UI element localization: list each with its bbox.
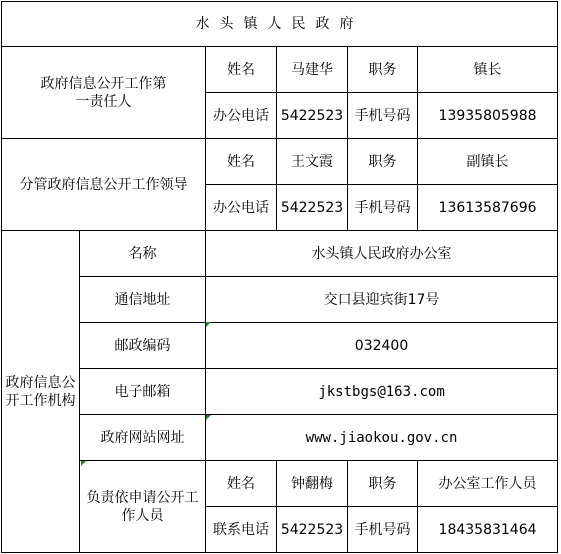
table-row bbox=[2, 47, 558, 93]
name-label: 姓名 bbox=[206, 461, 277, 507]
first-responsible-name[interactable]: 马建华 bbox=[277, 47, 348, 93]
agency-name-label: 名称 bbox=[80, 231, 206, 277]
table-row bbox=[2, 323, 558, 369]
staff-label: 负责依申请公开工作人员 bbox=[80, 461, 206, 553]
office-phone-label: 办公电话 bbox=[206, 93, 277, 139]
leader-position[interactable]: 副镇长 bbox=[418, 139, 558, 185]
table-row bbox=[2, 231, 558, 277]
position-label: 职务 bbox=[348, 139, 418, 185]
table-row bbox=[2, 415, 558, 461]
page-title: 水头镇人民政府 bbox=[2, 2, 558, 47]
postcode-label: 邮政编码 bbox=[80, 323, 206, 369]
leader-name[interactable]: 王文霞 bbox=[277, 139, 348, 185]
table-row bbox=[2, 277, 558, 323]
contact-phone-label: 联系电话 bbox=[206, 507, 277, 553]
first-responsible-mobile[interactable]: 13935805988 bbox=[418, 93, 558, 139]
staff-name[interactable]: 钟翻梅 bbox=[277, 461, 348, 507]
table-row bbox=[2, 369, 558, 415]
name-label: 姓名 bbox=[206, 47, 277, 93]
name-label: 姓名 bbox=[206, 139, 277, 185]
agency-email[interactable]: jkstbgs@163.com bbox=[206, 369, 558, 415]
leader-mobile[interactable]: 13613587696 bbox=[418, 185, 558, 231]
table-row bbox=[2, 461, 558, 507]
title-row bbox=[2, 2, 558, 47]
agency-label: 政府信息公开工作机构 bbox=[2, 231, 80, 553]
leader-label: 分管政府信息公开工作领导 bbox=[2, 139, 206, 231]
cell-marker-icon bbox=[81, 461, 86, 466]
first-responsible-position[interactable]: 镇长 bbox=[418, 47, 558, 93]
mobile-label: 手机号码 bbox=[348, 185, 418, 231]
position-label: 职务 bbox=[348, 47, 418, 93]
first-responsible-office-phone[interactable]: 5422523 bbox=[277, 93, 348, 139]
staff-contact-phone[interactable]: 5422523 bbox=[277, 507, 348, 553]
leader-office-phone[interactable]: 5422523 bbox=[277, 185, 348, 231]
position-label: 职务 bbox=[348, 461, 418, 507]
staff-position[interactable]: 办公室工作人员 bbox=[418, 461, 558, 507]
mobile-label: 手机号码 bbox=[348, 93, 418, 139]
contact-table bbox=[1, 1, 558, 553]
table-row bbox=[2, 139, 558, 185]
website-label: 政府网站网址 bbox=[80, 415, 206, 461]
first-responsible-label: 政府信息公开工作第一责任人 bbox=[2, 47, 206, 139]
agency-website[interactable]: www.jiaokou.gov.cn bbox=[206, 415, 558, 461]
address-label: 通信地址 bbox=[80, 277, 206, 323]
cell-marker-icon bbox=[206, 415, 211, 420]
email-label: 电子邮箱 bbox=[80, 369, 206, 415]
agency-postcode[interactable]: 032400 bbox=[206, 323, 558, 369]
agency-address[interactable]: 交口县迎宾街17号 bbox=[206, 277, 558, 323]
office-phone-label: 办公电话 bbox=[206, 185, 277, 231]
mobile-label: 手机号码 bbox=[348, 507, 418, 553]
staff-mobile[interactable]: 18435831464 bbox=[418, 507, 558, 553]
cell-marker-icon bbox=[206, 322, 211, 327]
agency-name[interactable]: 水头镇人民政府办公室 bbox=[206, 231, 558, 277]
